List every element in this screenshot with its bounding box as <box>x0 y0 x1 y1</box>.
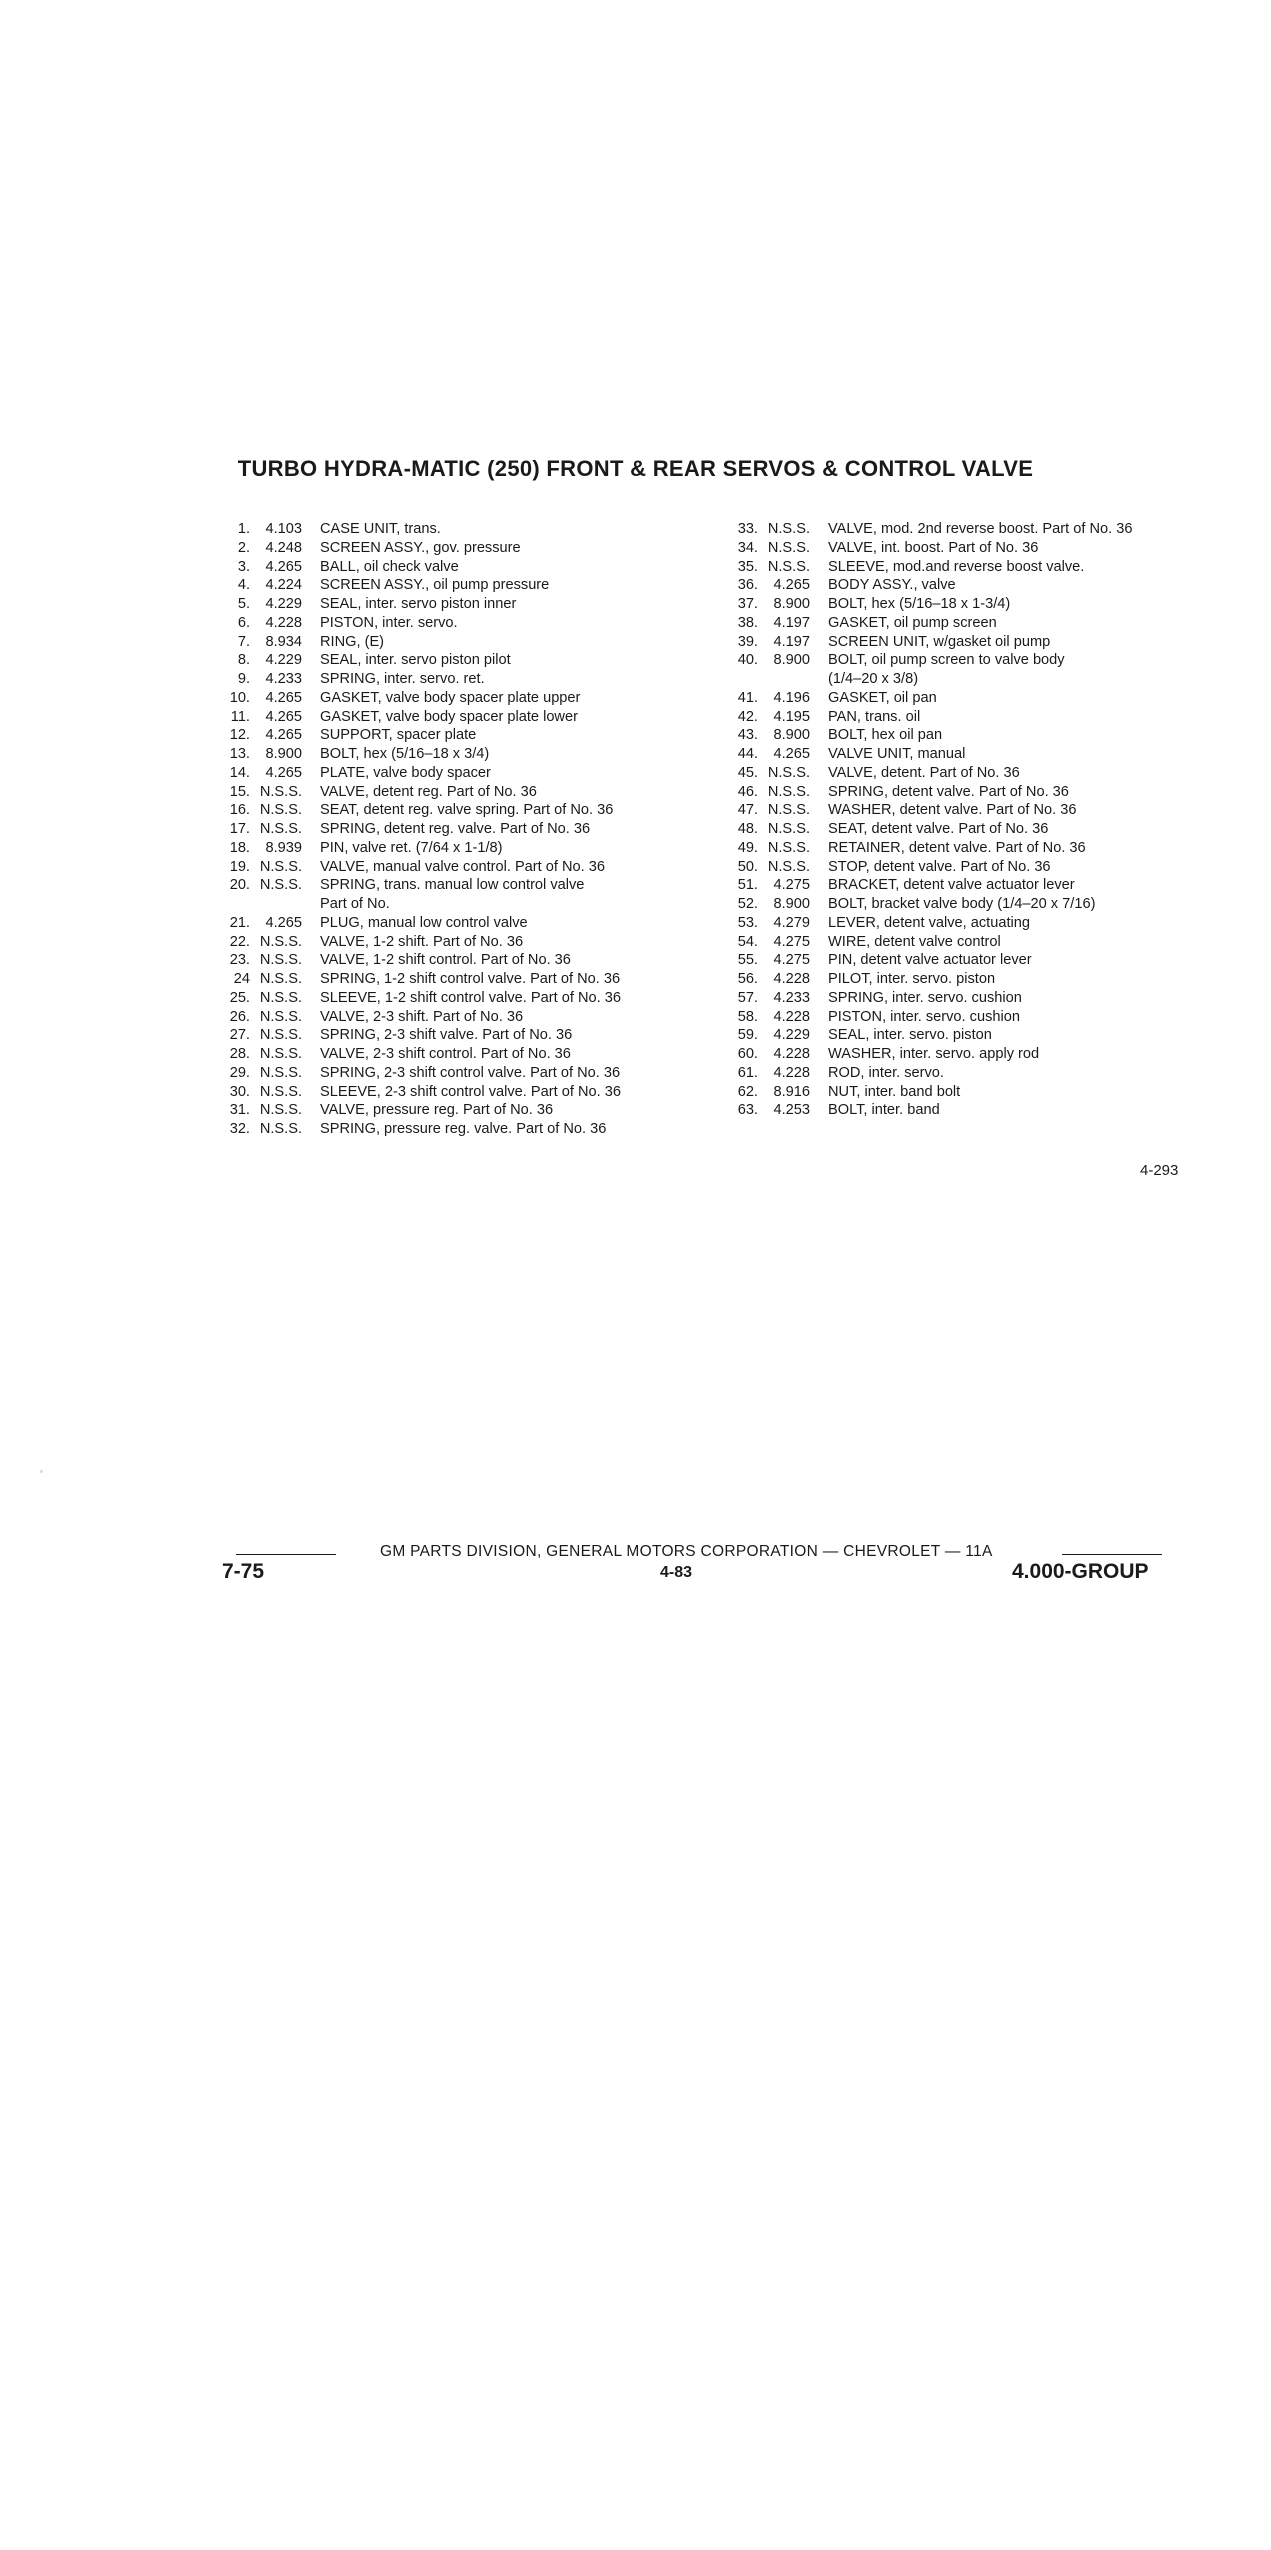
part-group-code: 8.900 <box>773 652 810 669</box>
parts-list-row <box>222 576 722 595</box>
parts-list-row <box>730 895 1200 914</box>
parts-list-row <box>222 839 722 858</box>
parts-list-row <box>730 820 1200 839</box>
part-group-code: 4.103 <box>265 521 302 537</box>
part-group-code: 4.228 <box>773 1008 810 1025</box>
part-number: 54. <box>737 933 758 950</box>
parts-list-row <box>730 989 1200 1008</box>
parts-list-row <box>222 1064 722 1083</box>
parts-list-row <box>730 1026 1200 1045</box>
parts-list-row <box>222 1045 722 1064</box>
part-number: 19. <box>229 858 250 875</box>
parts-list-row <box>222 1026 722 1045</box>
part-group-code: 4.265 <box>265 914 302 931</box>
parts-list-row <box>730 839 1200 858</box>
part-description: SCREEN ASSY., oil pump pressure <box>320 577 550 594</box>
parts-list-row <box>730 558 1200 577</box>
part-description: BRACKET, detent valve actuator lever <box>828 877 1075 894</box>
part-description: SEAL, inter. servo. piston <box>828 1027 992 1044</box>
parts-list-row <box>730 614 1200 633</box>
part-description: VALVE, 2-3 shift. Part of No. 36 <box>320 1008 524 1025</box>
parts-list-row <box>222 858 722 877</box>
part-number: 52. <box>737 896 758 912</box>
part-description: WIRE, detent valve control <box>828 933 1001 950</box>
part-group-code: 8.900 <box>773 896 810 912</box>
part-description: PLUG, manual low control valve <box>320 914 528 931</box>
part-description: VALVE, int. boost. Part of No. 36 <box>828 539 1039 556</box>
parts-list-row <box>222 558 722 577</box>
part-group-code: N.S.S. <box>259 1027 302 1044</box>
part-group-code: 4.279 <box>773 914 810 931</box>
part-number: 50. <box>737 858 758 875</box>
part-group-code: N.S.S. <box>259 1046 302 1062</box>
part-number: 36. <box>737 577 758 594</box>
part-number: 2. <box>237 539 250 556</box>
part-description: VALVE, detent. Part of No. 36 <box>828 764 1020 781</box>
parts-list-row <box>222 520 722 539</box>
parts-list-row <box>730 801 1200 820</box>
part-group-code: N.S.S. <box>767 558 810 575</box>
part-number: 15. <box>229 783 250 800</box>
part-group-code: 4.265 <box>265 727 302 744</box>
parts-list-row <box>730 595 1200 614</box>
part-description: BOLT, inter. band <box>828 1102 940 1119</box>
part-description: SPRING, trans. manual low control valve <box>320 877 585 894</box>
part-number: 46. <box>737 783 758 800</box>
parts-list-row <box>222 689 722 708</box>
part-description: SUPPORT, spacer plate <box>320 727 477 744</box>
part-number: 43. <box>737 727 758 744</box>
part-description: (1/4–20 x 3/8) <box>828 671 919 687</box>
parts-list-row <box>730 708 1200 727</box>
part-number: 38. <box>737 614 758 631</box>
part-number: 48. <box>737 821 758 837</box>
part-group-code: N.S.S. <box>259 877 302 894</box>
part-description: SPRING, pressure reg. valve. Part of No. 36 <box>320 1121 607 1137</box>
parts-list-row <box>730 576 1200 595</box>
part-description: PILOT, inter. servo. piston <box>828 971 996 987</box>
parts-list-row <box>222 539 722 558</box>
part-group-code: 8.900 <box>773 596 810 612</box>
parts-list-row <box>222 670 722 689</box>
part-number: 9. <box>237 671 250 687</box>
part-number: 31. <box>229 1102 250 1119</box>
part-group-code: 4.265 <box>265 689 302 706</box>
part-description: SLEEVE, 2-3 shift control valve. Part of No. 36 <box>320 1083 621 1100</box>
part-number: 4. <box>237 577 250 594</box>
part-description: VALVE, manual valve control. Part of No. 36 <box>320 858 605 875</box>
part-group-code: 8.939 <box>265 839 302 856</box>
part-number: 33. <box>737 521 758 537</box>
part-group-code: N.S.S. <box>259 989 302 1006</box>
footer-rule-left <box>236 1554 336 1555</box>
part-number: 56. <box>737 971 758 987</box>
part-description: SPRING, 2-3 shift valve. Part of No. 36 <box>320 1027 573 1044</box>
parts-list-row <box>222 1101 722 1120</box>
part-number: 32. <box>229 1121 250 1137</box>
part-description: BOLT, hex (5/16–18 x 1-3/4) <box>828 596 1011 612</box>
part-group-code: N.S.S. <box>259 858 302 875</box>
part-description: VALVE, mod. 2nd reverse boost. Part of No. 36 <box>828 521 1133 537</box>
parts-list-row <box>222 876 722 895</box>
part-description: SCREEN UNIT, w/gasket oil pump <box>828 633 1051 650</box>
part-description: PIN, detent valve actuator lever <box>828 952 1032 969</box>
footer-publisher-line: GM PARTS DIVISION, GENERAL MOTORS CORPORATION — CHEVROLET — 11A <box>380 1543 993 1560</box>
part-description: PLATE, valve body spacer <box>320 764 491 781</box>
part-group-code: N.S.S. <box>767 802 810 819</box>
part-group-code: 4.275 <box>773 952 810 969</box>
footer-date: 7-75 <box>222 1560 265 1583</box>
parts-list-row <box>222 614 722 633</box>
part-description: Part of No. <box>320 896 390 912</box>
part-number: 12. <box>229 727 250 744</box>
part-number: 17. <box>229 821 250 837</box>
part-number: 34. <box>737 539 758 556</box>
parts-list-row <box>222 783 722 802</box>
part-number: 49. <box>737 839 758 856</box>
part-group-code: 4.265 <box>265 558 302 575</box>
part-group-code: 4.275 <box>773 877 810 894</box>
part-description: LEVER, detent valve, actuating <box>828 914 1031 931</box>
part-number: 27. <box>229 1027 250 1044</box>
part-description: SEAL, inter. servo piston pilot <box>320 652 511 669</box>
part-number: 11. <box>230 708 250 725</box>
part-group-code: N.S.S. <box>767 858 810 875</box>
parts-list-row <box>730 520 1200 539</box>
scan-speck <box>40 1470 43 1473</box>
parts-list-row <box>222 708 722 727</box>
part-number: 30. <box>229 1083 250 1100</box>
part-number: 26. <box>229 1008 250 1025</box>
parts-list-row <box>730 933 1200 952</box>
part-description: PISTON, inter. servo. <box>320 614 458 631</box>
part-number: 53. <box>737 914 758 931</box>
parts-list-row <box>730 651 1200 670</box>
part-number: 1. <box>237 521 250 537</box>
part-group-code: N.S.S. <box>259 821 302 837</box>
part-description: RETAINER, detent valve. Part of No. 36 <box>828 839 1086 856</box>
parts-list-row <box>730 539 1200 558</box>
part-description: RING, (E) <box>320 633 385 650</box>
part-description: BODY ASSY., valve <box>828 577 956 594</box>
parts-list-row <box>222 1120 722 1139</box>
part-group-code: 8.900 <box>265 746 302 762</box>
part-number: 13. <box>229 746 250 762</box>
part-number: 39. <box>737 633 758 650</box>
part-description: VALVE, 2-3 shift control. Part of No. 36 <box>320 1046 571 1062</box>
part-number: 47. <box>737 802 758 819</box>
part-description: CASE UNIT, trans. <box>320 521 441 537</box>
part-group-code: 4.265 <box>773 577 810 594</box>
part-group-code: 4.224 <box>265 577 302 594</box>
parts-list-row <box>222 1008 722 1027</box>
part-number: 7. <box>237 633 250 650</box>
part-description: NUT, inter. band bolt <box>828 1083 961 1100</box>
part-number: 29. <box>229 1064 250 1081</box>
parts-list-row <box>222 1083 722 1102</box>
part-number: 18. <box>229 839 250 856</box>
part-description: SLEEVE, mod.and reverse boost valve. <box>828 558 1085 575</box>
parts-list-row <box>222 801 722 820</box>
part-description: SPRING, detent reg. valve. Part of No. 36 <box>320 821 591 837</box>
part-number: 25. <box>229 989 250 1006</box>
footer-page-ref: 4-83 <box>660 1564 693 1581</box>
parts-list-row <box>730 914 1200 933</box>
part-group-code: N.S.S. <box>259 1083 302 1100</box>
part-description: VALVE, 1-2 shift control. Part of No. 36 <box>320 952 571 969</box>
part-number: 35. <box>737 558 758 575</box>
part-description: VALVE, pressure reg. Part of No. 36 <box>320 1102 554 1119</box>
parts-list-row <box>730 1045 1200 1064</box>
part-description: WASHER, inter. servo. apply rod <box>828 1046 1040 1062</box>
part-group-code: 4.197 <box>773 614 810 631</box>
part-number: 57. <box>737 989 758 1006</box>
part-description: SPRING, inter. servo. cushion <box>828 989 1022 1006</box>
parts-list-left <box>222 520 722 1139</box>
part-number: 24 <box>233 971 250 987</box>
parts-list-row <box>730 764 1200 783</box>
part-group-code: 4.228 <box>773 971 810 987</box>
part-group-code: N.S.S. <box>259 783 302 800</box>
parts-list-row <box>222 764 722 783</box>
part-number: 5. <box>237 596 250 612</box>
parts-list-row <box>730 633 1200 652</box>
parts-list-row <box>730 726 1200 745</box>
part-group-code: 4.228 <box>773 1046 810 1062</box>
part-number: 58. <box>737 1008 758 1025</box>
part-number: 45. <box>737 764 758 781</box>
part-group-code: 4.265 <box>773 746 810 762</box>
part-group-code: 4.196 <box>773 689 810 706</box>
part-group-code: 4.229 <box>265 652 302 669</box>
part-group-code: N.S.S. <box>259 952 302 969</box>
part-group-code: N.S.S. <box>259 1102 302 1119</box>
parts-list-row <box>222 745 722 764</box>
parts-list-row <box>730 858 1200 877</box>
parts-list-row <box>222 914 722 933</box>
part-number: 21. <box>229 914 250 931</box>
part-description: SEAT, detent reg. valve spring. Part of No. 36 <box>320 802 614 819</box>
parts-list-row <box>222 989 722 1008</box>
part-group-code: N.S.S. <box>767 839 810 856</box>
parts-list-row <box>222 633 722 652</box>
part-description: SPRING, 1-2 shift control valve. Part of No. 36 <box>320 971 621 987</box>
part-number: 23. <box>229 952 250 969</box>
part-number: 3. <box>237 558 250 575</box>
parts-list-row <box>730 783 1200 802</box>
parts-list-row <box>730 876 1200 895</box>
part-description: BALL, oil check valve <box>320 558 459 575</box>
part-group-code: 4.197 <box>773 633 810 650</box>
parts-list-row <box>222 951 722 970</box>
part-description: BOLT, hex (5/16–18 x 3/4) <box>320 746 490 762</box>
part-number: 8. <box>237 652 250 669</box>
parts-list-continuation <box>222 895 722 914</box>
parts-list-row <box>222 651 722 670</box>
part-number: 51. <box>737 877 758 894</box>
parts-list-row <box>222 970 722 989</box>
part-group-code: 4.228 <box>265 614 302 631</box>
part-number: 20. <box>229 877 250 894</box>
part-group-code: 4.275 <box>773 933 810 950</box>
part-number: 6. <box>237 614 250 631</box>
parts-list-row <box>730 745 1200 764</box>
part-group-code: N.S.S. <box>767 764 810 781</box>
part-number: 63. <box>737 1102 758 1119</box>
footer-group: 4.000-GROUP <box>1012 1560 1149 1583</box>
part-number: 40. <box>737 652 758 669</box>
part-number: 14. <box>229 764 250 781</box>
part-description: SLEEVE, 1-2 shift control valve. Part of No. 36 <box>320 989 621 1006</box>
part-description: GASKET, valve body spacer plate upper <box>320 689 581 706</box>
part-group-code: 4.229 <box>773 1027 810 1044</box>
parts-list-row <box>730 1101 1200 1120</box>
part-description: VALVE, detent reg. Part of No. 36 <box>320 783 537 800</box>
part-group-code: N.S.S. <box>259 933 302 950</box>
part-description: WASHER, detent valve. Part of No. 36 <box>828 802 1077 819</box>
part-description: BOLT, oil pump screen to valve body <box>828 652 1065 669</box>
part-description: SCREEN ASSY., gov. pressure <box>320 539 521 556</box>
part-description: PISTON, inter. servo. cushion <box>828 1008 1020 1025</box>
part-description: SPRING, detent valve. Part of No. 36 <box>828 783 1069 800</box>
parts-list-continuation <box>730 670 1200 689</box>
part-group-code: 4.229 <box>265 596 302 612</box>
parts-list-row <box>222 820 722 839</box>
part-number: 37. <box>737 596 758 612</box>
part-group-code: N.S.S. <box>767 821 810 837</box>
part-group-code: 4.265 <box>265 708 302 725</box>
parts-list-row <box>730 1083 1200 1102</box>
part-number: 41. <box>737 689 758 706</box>
part-group-code: 4.248 <box>265 539 302 556</box>
part-group-code: N.S.S. <box>767 521 810 537</box>
part-description: VALVE, 1-2 shift. Part of No. 36 <box>320 933 524 950</box>
part-group-code: N.S.S. <box>259 1008 302 1025</box>
parts-list-row <box>222 933 722 952</box>
page-number: 4-293 <box>1140 1162 1179 1179</box>
part-group-code: 4.253 <box>773 1102 810 1119</box>
part-number: 60. <box>737 1046 758 1062</box>
part-group-code: N.S.S. <box>767 539 810 556</box>
part-description: BOLT, bracket valve body (1/4–20 x 7/16) <box>828 896 1096 912</box>
part-number: 10. <box>229 689 250 706</box>
parts-list-row <box>730 689 1200 708</box>
parts-list-row <box>730 951 1200 970</box>
part-description: SEAL, inter. servo piston inner <box>320 596 517 612</box>
part-group-code: 8.934 <box>265 633 302 650</box>
part-description: GASKET, oil pan <box>828 689 937 706</box>
part-group-code: N.S.S. <box>767 783 810 800</box>
part-group-code: N.S.S. <box>259 1121 302 1137</box>
part-number: 61. <box>737 1064 758 1081</box>
part-number: 42. <box>737 708 758 725</box>
page-title: TURBO HYDRA-MATIC (250) FRONT & REAR SERVOS & CONTROL VALVE <box>237 456 1034 481</box>
part-number: 28. <box>229 1046 250 1062</box>
part-description: PAN, trans. oil <box>828 708 921 725</box>
part-description: PIN, valve ret. (7/64 x 1-1/8) <box>320 839 503 856</box>
part-description: ROD, inter. servo. <box>828 1064 944 1081</box>
parts-list-row <box>222 595 722 614</box>
part-group-code: 4.233 <box>265 671 302 687</box>
part-description: GASKET, oil pump screen <box>828 614 997 631</box>
parts-list-row <box>730 1008 1200 1027</box>
parts-list-row <box>730 1064 1200 1083</box>
part-description: BOLT, hex oil pan <box>828 727 943 744</box>
part-description: SPRING, inter. servo. ret. <box>320 671 485 687</box>
part-number: 55. <box>737 952 758 969</box>
part-number: 16. <box>229 802 250 819</box>
part-number: 22. <box>229 933 250 950</box>
part-group-code: N.S.S. <box>259 802 302 819</box>
part-group-code: N.S.S. <box>259 971 302 987</box>
part-group-code: 4.265 <box>265 764 302 781</box>
part-number: 62. <box>737 1083 758 1100</box>
part-group-code: 4.233 <box>773 989 810 1006</box>
part-description: VALVE UNIT, manual <box>828 746 966 762</box>
part-group-code: N.S.S. <box>259 1064 302 1081</box>
parts-list-right <box>730 520 1200 1120</box>
part-group-code: 4.228 <box>773 1064 810 1081</box>
part-group-code: 4.195 <box>773 708 810 725</box>
footer-rule-right <box>1062 1554 1162 1555</box>
part-number: 44. <box>737 746 758 762</box>
part-description: SPRING, 2-3 shift control valve. Part of No. 36 <box>320 1064 621 1081</box>
part-description: GASKET, valve body spacer plate lower <box>320 708 578 725</box>
parts-list-row <box>730 970 1200 989</box>
part-description: STOP, detent valve. Part of No. 36 <box>828 858 1051 875</box>
part-group-code: 8.900 <box>773 727 810 744</box>
parts-list-row <box>222 726 722 745</box>
part-description: SEAT, detent valve. Part of No. 36 <box>828 821 1049 837</box>
part-group-code: 8.916 <box>773 1083 810 1100</box>
part-number: 59. <box>737 1027 758 1044</box>
